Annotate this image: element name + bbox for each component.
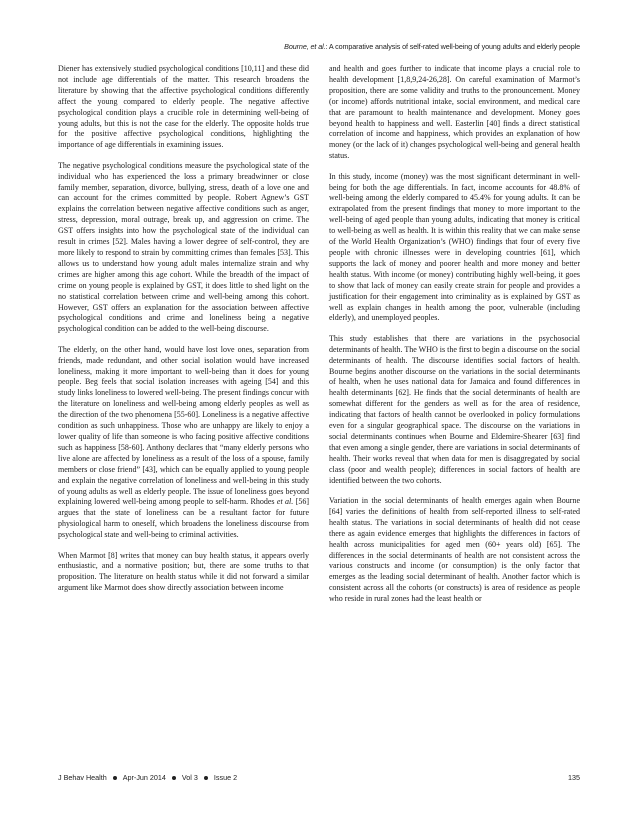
body-paragraph (329, 334, 580, 487)
body-paragraph (58, 551, 309, 595)
text-run: In this study, income (money) was the most significant determinant in well-being for both the age differentials. In fact, income accounts for 48.8% of well-being among the elderly compared to 45.4% for young adults. It can be extrapolated from the present findings that money to more important to the well-being of aged people than young adults, indicating that money is critical to well-being as well as health. It is within this reality that we can make sense of the World Health Organization’s (WHO) findings that four of every five people with chronic illnesses were in developing countries [61], which supports the lack of money and poorer health and more money and better health status. With income (or money) contributing highly well-being, it goes to show that lack of money can easily create strain for people and provides a justification for their engagement into criminality as is explained by GST as well as explain changes in health among the poor, vulnerable (including elderly), and unemployed peoples. (329, 171, 580, 323)
text-run: When Marmot [8] writes that money can buy health status, it appears overly enthusiastic, and a normative position; but, there are some truths to that proposition. The literature on health status while it did not forward a similar argument like Marmot does show directly association between income (58, 550, 309, 593)
page-number: 135 (568, 773, 580, 782)
text-run: [56] argues that the state of loneliness can be a resultant factor for future physiological harm to oneself, which broadens the loneliness discourse from psychological state and well-being to criminal activities. (58, 497, 310, 540)
text-run: The elderly, on the other hand, would have lost love ones, separation from friends, made redundant, and other social isolation would have increased loneliness, making it more important to well-being than it does for young people. Beg feels that social isolation increases with ageing [54] and this study links loneliness to lowered well-being. The present findings concur with the literature on loneliness and well-being among elderly peoples as well as the direction of the two phenomena [55-60]. Loneliness is a negative affective condition as such unhappiness. Those who are unhappy are likely to enjoy a lower quality of life than someone is who facing positive affective conditions such as happiness [58-60]. Anthony declares that “many elderly persons who live alone are affected by loneliness as a result of the loss of a spouse, family members or close friend” [43], which can be equally applied to young people and explain the negative correlation of loneliness and well-being in this study of young adults as well as elderly people. The issue of loneliness goes beyond explaining lowered well-being among people to self-harm. Rhodes (58, 344, 309, 507)
running-head (284, 42, 580, 51)
text-run: Diener has extensively studied psychological conditions [10,11] and these did not include age differentials of the matter. This research broadens the literature by showing that the affective psychological conditions differently affect the young compared to elderly people. The negative affective psychological condition plays a crucible role in determining well-being of young adults, but this is not the case for the elderly. The opposite holds true for the positive affective psychological conditions, highlighting the importance of age differentials in examining issues. (58, 64, 309, 150)
body-paragraph (329, 172, 580, 325)
footer-volume: Vol 3 (181, 773, 198, 782)
body-paragraph (329, 64, 580, 162)
body-paragraph (329, 496, 580, 605)
text-run: and health and goes further to indicate that income plays a crucial role to health development [1,8,9,24-26,28]. On careful examination of Marmot’s proposition, there are some validity and truths to the pronouncement. Money (or income) affords nutritional intake, social environment, and medical care that are paramount to health maintenance and development. Money goes beyond health to happiness and well. Easterlin [40] finds a direct statistical correlation of income and happiness, which provides an explanation of how money (or the lack of it) changes psychological well-being and general health status. (329, 64, 580, 161)
footer-issue-date: Apr-Jun 2014 (122, 773, 166, 782)
left-text-column (58, 64, 309, 604)
body-paragraph (58, 64, 309, 151)
bullet-separator-icon (204, 776, 208, 780)
body-paragraph (58, 345, 309, 541)
footer-citation (58, 773, 237, 782)
body-paragraph (58, 161, 309, 336)
text-run: The negative psychological conditions measure the psychological state of the individual who has experienced the loss a primary breadwinner or close family member, separation, divorce, bullying, stress, death of a love one and can account for the crimes committed by people. Robert Agnew’s GST explains the correlation between negative affective conditions such as anger, stress, depression, moral outrage, break up, and aggression on crime. The GST offers insights into how the psychological state of the individual can result in crimes [52]. Males having a lower degree of self-control, they are more likely to respond to strain by committing crimes than females [53]. This allows us to understand how young adult males internalize strain and why crimes are higher among this age cohort. While the breadth of the impact of crime on young people is explained by GST, it does little to shed light on the no statistical correlation between crime and well-being among this cohort. However, GST offers an explanation for the association between affective psychological conditions and crime and loneliness being a negative psychological condition can be added to the well-being discourse. (58, 160, 309, 334)
right-text-column (329, 64, 580, 615)
running-head-title: : A comparative analysis of self-rated well-being of young adults and elderly people (325, 42, 580, 51)
footer-journal: J Behav Health (58, 773, 107, 782)
text-run: This study establishes that there are variations in the psychosocial determinants of health. The WHO is the first to begin a discourse on the social determinants of health. The discourse identifies social factors of health. Bourne begins another discourse on the variations in the social determinants of health, when he uses national data for Jamaica and found differences in health determinants [62]. He finds that the social determinants of health are somewhat different for the genders as well as for the area of residence, indicating that factors of health cannot be overlooked in policy formulations even for a singular geographical space. The discourse on the variations in social determinants continues when Bourne and Eldemire-Shearer [63] find that even among a single gender, there are variations in social determinants of health. Their works reveal that when data for men is disaggregated by social class (poor and wealth people); differences in social factors of health are identified between the two cohorts. (329, 333, 580, 485)
bullet-separator-icon (113, 776, 117, 780)
running-head-authors: Bourne, et al. (284, 42, 326, 51)
italic-text: et al. (276, 497, 294, 507)
text-run: Variation in the social determinants of health emerges again when Bourne [64] varies the definitions of health from self-reported illness to self-rated health status. The variations in social determinants of health did not cease there as again evidence emerges that highlights the differences in factors of health across municipalities for aged men (60+ years old) [65]. The differences in the social determinants of health are not consistent across the various constructs and income (or consumption) is the only factor that emerges as the leading social determinant of health. Another factor which is consistent across all the cohorts (or constructs) is area of residence as people who reside in rural zones had the least health or (329, 496, 580, 604)
footer-issue: Issue 2 (213, 773, 238, 782)
bullet-separator-icon (172, 776, 176, 780)
